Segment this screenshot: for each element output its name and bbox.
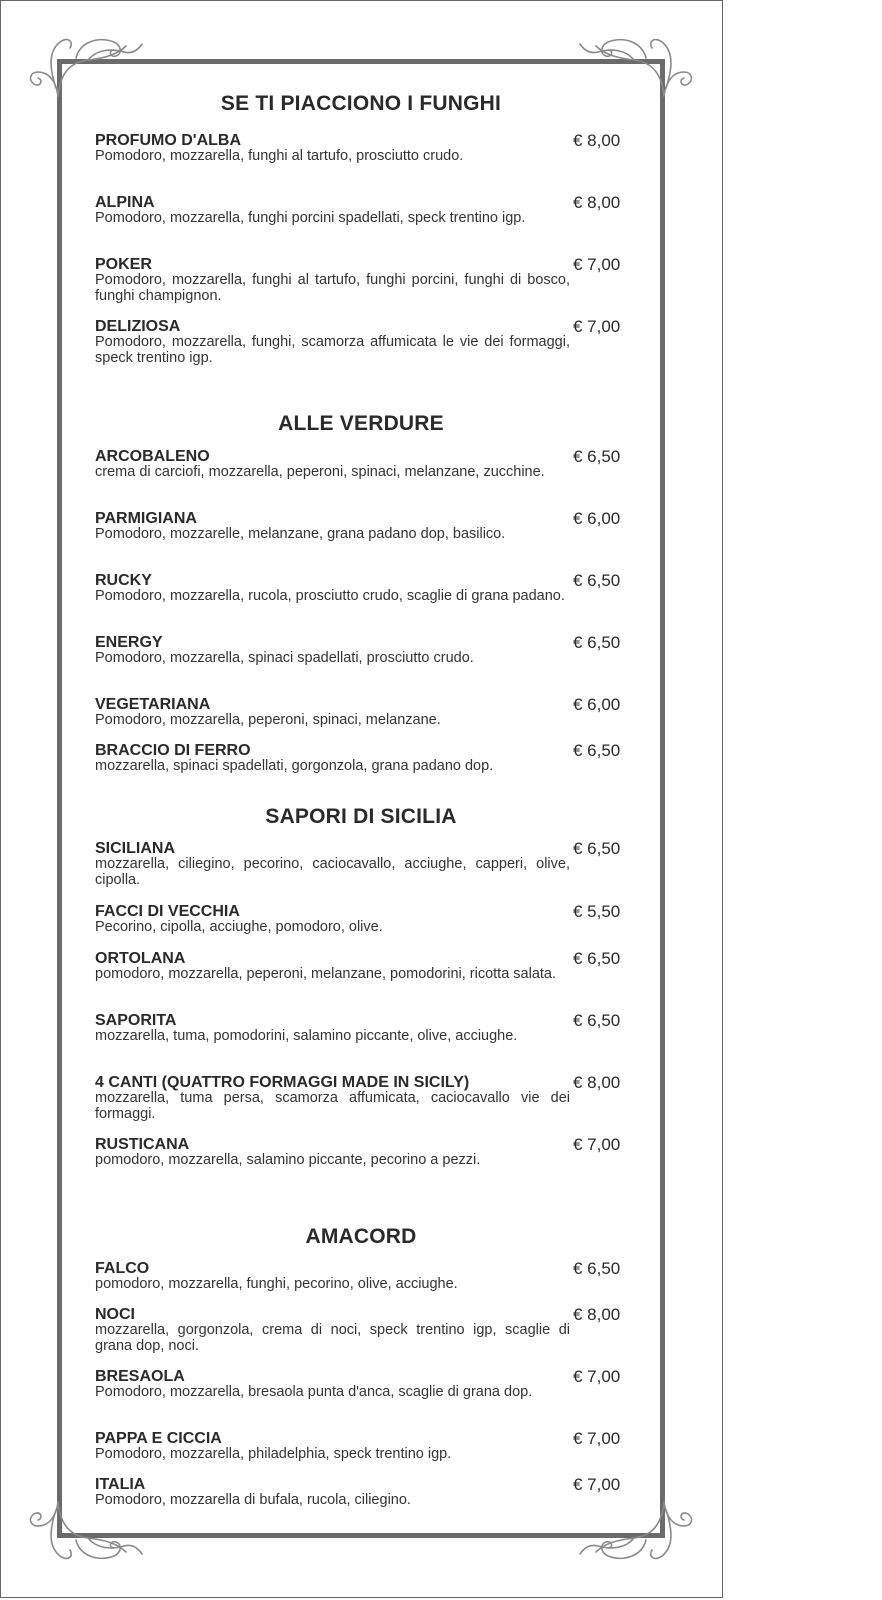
section-title: ALLE VERDURE <box>278 412 444 435</box>
menu-item <box>95 950 630 983</box>
menu-item <box>95 1136 630 1169</box>
item-price: € 6,50 <box>573 839 621 858</box>
item-description: Pecorino, cipolla, acciughe, pomodoro, olive. <box>95 919 383 935</box>
item-description: mozzarella, gorgonzola, crema di noci, speck trentino igp, scaglie di grana dop, noci. <box>95 1322 570 1354</box>
menu-item <box>95 1476 630 1509</box>
menu-item <box>95 256 630 304</box>
menu-item <box>95 194 630 227</box>
item-description: Pomodoro, mozzarella, spinaci spadellati, prosciutto crudo. <box>95 650 474 666</box>
corner-ornament-icon <box>26 1500 146 1570</box>
item-price: € 8,00 <box>573 193 621 212</box>
corner-ornament-icon <box>576 1500 696 1570</box>
item-name: BRACCIO DI FERRO <box>95 742 251 759</box>
item-description: mozzarella, ciliegino, pecorino, caciocavallo, acciughe, capperi, olive, cipolla. <box>95 856 570 888</box>
menu-item <box>95 840 630 888</box>
item-name: PAPPA E CICCIA <box>95 1430 222 1447</box>
section-title: SE TI PIACCIONO I FUNGHI <box>220 92 502 115</box>
item-price: € 6,50 <box>573 949 621 968</box>
item-description: Pomodoro, mozzarella, rucola, prosciutto crudo, scaglie di grana padano. <box>95 588 565 604</box>
item-name: 4 CANTI (QUATTRO FORMAGGI MADE IN SICILY) <box>95 1074 470 1091</box>
item-name: FACCI DI VECCHIA <box>95 903 240 920</box>
menu-item <box>95 1074 630 1122</box>
item-description: Pomodoro, mozzarelle, melanzane, grana padano dop, basilico. <box>95 526 506 542</box>
item-name: ORTOLANA <box>95 950 186 967</box>
menu-item <box>95 1430 630 1463</box>
item-price: € 7,00 <box>573 1367 621 1386</box>
item-price: € 7,00 <box>573 1135 621 1154</box>
item-name: PROFUMO D'ALBA <box>95 132 242 149</box>
menu-item <box>95 1368 630 1401</box>
item-description: mozzarella, spinaci spadellati, gorgonzola, grana padano dop. <box>95 758 494 774</box>
menu-item <box>95 1260 630 1293</box>
menu-item <box>95 448 630 481</box>
item-name: PARMIGIANA <box>95 510 197 527</box>
item-name: ARCOBALENO <box>95 448 210 465</box>
item-name: ENERGY <box>95 634 163 651</box>
item-description: mozzarella, tuma, pomodorini, salamino piccante, olive, acciughe. <box>95 1028 518 1044</box>
item-price: € 5,50 <box>573 902 621 921</box>
item-name: FALCO <box>95 1260 150 1277</box>
item-description: Pomodoro, mozzarella, bresaola punta d'anca, scaglie di grana dop. <box>95 1384 533 1400</box>
item-name: NOCI <box>95 1306 135 1323</box>
item-description: Pomodoro, mozzarella, funghi porcini spadellati, speck trentino igp. <box>95 210 526 226</box>
item-description: crema di carciofi, mozzarella, peperoni, spinaci, melanzane, zucchine. <box>95 464 545 480</box>
item-price: € 6,50 <box>573 571 621 590</box>
item-description: pomodoro, mozzarella, salamino piccante, pecorino a pezzi. <box>95 1152 481 1168</box>
item-description: Pomodoro, mozzarella, philadelphia, speck trentino igp. <box>95 1446 452 1462</box>
menu-item <box>95 742 630 775</box>
corner-ornament-icon <box>576 28 696 98</box>
item-name: POKER <box>95 256 152 273</box>
item-price: € 8,00 <box>573 1073 621 1092</box>
item-description: Pomodoro, mozzarella, funghi al tartufo, funghi porcini, funghi di bosco, funghi champignon. <box>95 272 570 304</box>
item-name: RUSTICANA <box>95 1136 190 1153</box>
item-name: SAPORITA <box>95 1012 177 1029</box>
menu-item <box>95 903 630 936</box>
section-title: AMACORD <box>305 1225 417 1248</box>
item-price: € 6,00 <box>573 509 621 528</box>
item-price: € 7,00 <box>573 255 621 274</box>
item-price: € 8,00 <box>573 1305 621 1324</box>
item-description: Pomodoro, mozzarella di bufala, rucola, ciliegino. <box>95 1492 411 1508</box>
section-title: SAPORI DI SICILIA <box>265 805 457 828</box>
menu-item <box>95 1012 630 1045</box>
item-name: VEGETARIANA <box>95 696 211 713</box>
item-description: Pomodoro, mozzarella, funghi, scamorza affumicata le vie dei formaggi, speck trentino igp. <box>95 334 570 366</box>
item-name: RUCKY <box>95 572 152 589</box>
item-name: SICILIANA <box>95 840 175 857</box>
item-name: BRESAOLA <box>95 1368 185 1385</box>
item-description: Pomodoro, mozzarella, peperoni, spinaci, melanzane. <box>95 712 441 728</box>
item-description: pomodoro, mozzarella, funghi, pecorino, olive, acciughe. <box>95 1276 458 1292</box>
menu-item <box>95 318 630 366</box>
item-price: € 7,00 <box>573 1475 621 1494</box>
item-price: € 7,00 <box>573 317 621 336</box>
item-price: € 6,50 <box>573 741 621 760</box>
item-description: pomodoro, mozzarella, peperoni, melanzane, pomodorini, ricotta salata. <box>95 966 557 982</box>
corner-ornament-icon <box>26 28 146 98</box>
item-price: € 6,50 <box>573 1259 621 1278</box>
item-price: € 6,50 <box>573 1011 621 1030</box>
item-name: ITALIA <box>95 1476 146 1493</box>
menu-item <box>95 572 630 605</box>
item-name: DELIZIOSA <box>95 318 181 335</box>
menu-item <box>95 634 630 667</box>
item-price: € 7,00 <box>573 1429 621 1448</box>
item-description: mozzarella, tuma persa, scamorza affumicata, caciocavallo vie dei formaggi. <box>95 1090 570 1122</box>
menu-item <box>95 510 630 543</box>
menu-item <box>95 696 630 729</box>
item-price: € 6,50 <box>573 447 621 466</box>
item-price: € 6,50 <box>573 633 621 652</box>
item-price: € 6,00 <box>573 695 621 714</box>
menu-item <box>95 1306 630 1354</box>
item-price: € 8,00 <box>573 131 621 150</box>
item-description: Pomodoro, mozzarella, funghi al tartufo, prosciutto crudo. <box>95 148 464 164</box>
item-name: ALPINA <box>95 194 155 211</box>
menu-item <box>95 132 630 165</box>
